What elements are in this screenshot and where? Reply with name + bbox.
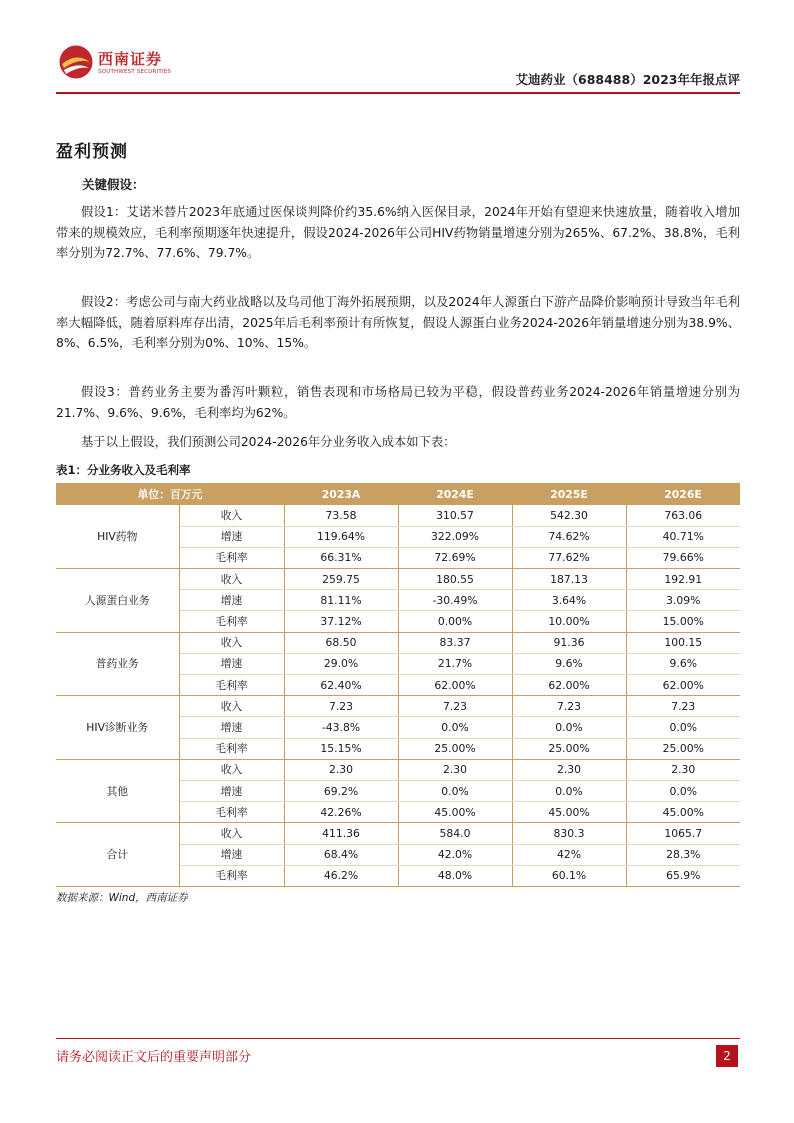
table-cell: 1065.7 — [626, 823, 740, 844]
table-cell: 65.9% — [626, 865, 740, 886]
metric-label: 毛利率 — [179, 611, 284, 632]
table-cell: 77.62% — [512, 547, 626, 568]
table-cell: 25.00% — [512, 738, 626, 759]
table-cell: 0.0% — [398, 717, 512, 738]
metric-label: 收入 — [179, 632, 284, 653]
table-cell: 322.09% — [398, 526, 512, 547]
table-cell: 542.30 — [512, 505, 626, 526]
header-unit: 单位：百万元 — [56, 483, 284, 505]
table-cell: 7.23 — [284, 696, 398, 717]
table-cell: 42.0% — [398, 844, 512, 865]
table-cell: 68.4% — [284, 844, 398, 865]
table-cell: 15.00% — [626, 611, 740, 632]
table-cell: 62.40% — [284, 675, 398, 696]
table-cell: 73.58 — [284, 505, 398, 526]
header-2025e: 2025E — [512, 483, 626, 505]
table-row — [56, 569, 740, 590]
table-cell: 119.64% — [284, 526, 398, 547]
header-2023a: 2023A — [284, 483, 398, 505]
segment-name: 普药业务 — [56, 632, 179, 696]
table-cell: 187.13 — [512, 569, 626, 590]
table-cell: 66.31% — [284, 547, 398, 568]
table-cell: 69.2% — [284, 780, 398, 801]
table-cell: 830.3 — [512, 823, 626, 844]
metric-label: 毛利率 — [179, 547, 284, 568]
page-header — [56, 42, 740, 94]
table-row — [56, 505, 740, 526]
table-cell: 62.00% — [512, 675, 626, 696]
table-cell: 45.00% — [398, 802, 512, 823]
table-cell: 2.30 — [284, 759, 398, 780]
data-source: 数据来源：Wind，西南证券 — [56, 892, 188, 904]
header-2026e: 2026E — [626, 483, 740, 505]
table-cell: 0.00% — [398, 611, 512, 632]
footer-notice: 请务必阅读正文后的重要声明部分 — [56, 1050, 252, 1065]
logo-text-cn: 西南证券 — [98, 50, 163, 68]
table-cell: 310.57 — [398, 505, 512, 526]
metric-label: 毛利率 — [179, 675, 284, 696]
segment-name: HIV诊断业务 — [56, 696, 179, 760]
table-cell: 91.36 — [512, 632, 626, 653]
table-row — [56, 759, 740, 780]
revenue-margin-table — [56, 483, 740, 887]
metric-label: 增速 — [179, 526, 284, 547]
logo-emblem-icon — [56, 42, 96, 82]
metric-label: 增速 — [179, 844, 284, 865]
table-row — [56, 632, 740, 653]
table-cell: 411.36 — [284, 823, 398, 844]
table-row — [56, 696, 740, 717]
table-cell: 2.30 — [626, 759, 740, 780]
table-cell: 3.09% — [626, 590, 740, 611]
table-caption: 表1：分业务收入及毛利率 — [56, 463, 191, 477]
table-cell: 2.30 — [512, 759, 626, 780]
segment-name: 人源蛋白业务 — [56, 569, 179, 633]
table-cell: 79.66% — [626, 547, 740, 568]
table-cell: 83.37 — [398, 632, 512, 653]
table-cell: 29.0% — [284, 653, 398, 674]
table-cell: 9.6% — [512, 653, 626, 674]
segment-name: 合计 — [56, 823, 179, 887]
metric-label: 毛利率 — [179, 738, 284, 759]
metric-label: 增速 — [179, 653, 284, 674]
table-cell: 763.06 — [626, 505, 740, 526]
page-number: 2 — [716, 1045, 738, 1067]
table-cell: 0.0% — [512, 780, 626, 801]
table-cell: 15.15% — [284, 738, 398, 759]
table-cell: 68.50 — [284, 632, 398, 653]
table-cell: -43.8% — [284, 717, 398, 738]
key-assumptions-heading: 关键假设： — [82, 177, 145, 192]
table-cell: 45.00% — [512, 802, 626, 823]
metric-label: 增速 — [179, 717, 284, 738]
table-cell: 10.00% — [512, 611, 626, 632]
metric-label: 收入 — [179, 823, 284, 844]
metric-label: 增速 — [179, 590, 284, 611]
company-logo — [56, 42, 196, 86]
table-cell: 62.00% — [626, 675, 740, 696]
table-cell: 584.0 — [398, 823, 512, 844]
assumption-1: 假设1：艾诺米替片2023年底通过医保谈判降价约35.6%纳入医保目录，2024年开始有望迎来快速放量，随着收入增加带来的规模效应，毛利率预期逐年快速提升，假设2024-2026年公司HIV药物销量增速分别为265%、67.2%、38.8%，毛利率分别为72.7%、77.6%、79.7%。 — [56, 205, 740, 260]
table-cell: -30.49% — [398, 590, 512, 611]
table-cell: 72.69% — [398, 547, 512, 568]
table-cell: 62.00% — [398, 675, 512, 696]
segment-name: HIV药物 — [56, 505, 179, 569]
table-cell: 7.23 — [626, 696, 740, 717]
assumption-2: 假设2：考虑公司与南大药业战略以及乌司他丁海外拓展预期，以及2024年人源蛋白下游产品降价影响预计导致当年毛利率大幅降低，随着原料库存出清，2025年后毛利率预计有所恢复，假设人源蛋白业务2024-2026年销量增速分别为38.9%、8%、6.5%，毛利率分别为0%、10%、15%。 — [56, 295, 740, 350]
table-cell: 100.15 — [626, 632, 740, 653]
header-2024e: 2024E — [398, 483, 512, 505]
table-row — [56, 823, 740, 844]
table-cell: 3.64% — [512, 590, 626, 611]
table-cell: 21.7% — [398, 653, 512, 674]
assumption-3: 假设3：普药业务主要为番泻叶颗粒，销售表现和市场格局已较为平稳，假设普药业务2024-2026年销量增速分别为21.7%、9.6%、9.6%，毛利率均为62%。 — [56, 385, 740, 420]
table-header-row — [56, 483, 740, 505]
table-cell: 48.0% — [398, 865, 512, 886]
table-cell: 7.23 — [398, 696, 512, 717]
table-cell: 0.0% — [626, 780, 740, 801]
metric-label: 收入 — [179, 759, 284, 780]
metric-label: 收入 — [179, 505, 284, 526]
logo-text-en: SOUTHWEST SECURITIES — [98, 69, 172, 75]
table-cell: 0.0% — [398, 780, 512, 801]
metric-label: 增速 — [179, 780, 284, 801]
metric-label: 毛利率 — [179, 865, 284, 886]
section-title: 盈利预测 — [56, 142, 128, 162]
table-cell: 7.23 — [512, 696, 626, 717]
header-divider — [56, 92, 740, 94]
table-cell: 2.30 — [398, 759, 512, 780]
table-cell: 259.75 — [284, 569, 398, 590]
footer-divider — [56, 1038, 740, 1039]
table-cell: 42% — [512, 844, 626, 865]
metric-label: 收入 — [179, 569, 284, 590]
metric-label: 毛利率 — [179, 802, 284, 823]
metric-label: 收入 — [179, 696, 284, 717]
table-cell: 28.3% — [626, 844, 740, 865]
table-cell: 37.12% — [284, 611, 398, 632]
table-cell: 192.91 — [626, 569, 740, 590]
segment-name: 其他 — [56, 759, 179, 823]
table-cell: 46.2% — [284, 865, 398, 886]
table-cell: 180.55 — [398, 569, 512, 590]
table-cell: 0.0% — [626, 717, 740, 738]
forecast-intro: 基于以上假设，我们预测公司2024-2026年分业务收入成本如下表： — [81, 435, 456, 449]
table-cell: 60.1% — [512, 865, 626, 886]
table-cell: 42.26% — [284, 802, 398, 823]
table-cell: 9.6% — [626, 653, 740, 674]
table-cell: 25.00% — [626, 738, 740, 759]
report-title: 艾迪药业（688488）2023年年报点评 — [515, 72, 740, 87]
table-cell: 40.71% — [626, 526, 740, 547]
table-cell: 45.00% — [626, 802, 740, 823]
table-cell: 81.11% — [284, 590, 398, 611]
table-cell: 74.62% — [512, 526, 626, 547]
table-cell: 25.00% — [398, 738, 512, 759]
table-cell: 0.0% — [512, 717, 626, 738]
